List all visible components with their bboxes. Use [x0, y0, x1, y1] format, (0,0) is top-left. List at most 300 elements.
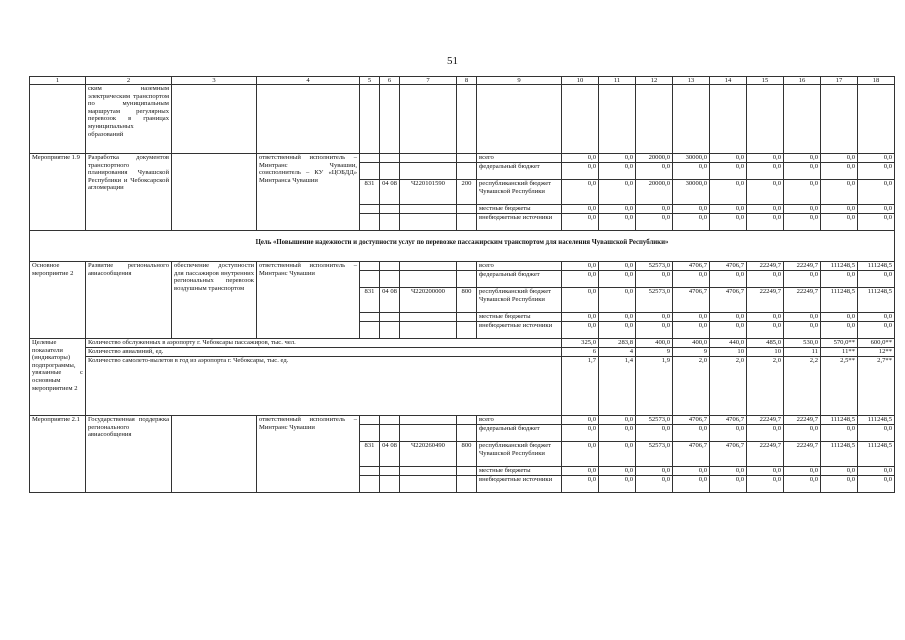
funding-source: республиканский бюджет Чувашской Республики — [477, 180, 562, 205]
value-cell: 0,0 — [599, 476, 636, 493]
empty-cell — [400, 154, 457, 163]
value-cell: 0,0 — [673, 313, 710, 322]
measure-purpose — [172, 154, 257, 231]
value-cell: 0,0 — [858, 180, 895, 205]
value-cell: 0,0 — [599, 416, 636, 425]
value-cell: 0,0 — [599, 288, 636, 313]
value-cell: 0,0 — [784, 467, 821, 476]
empty-cell — [380, 214, 400, 231]
empty-cell — [457, 313, 477, 322]
page-number: 51 — [447, 55, 458, 67]
empty-cell — [457, 271, 477, 288]
empty-cell — [673, 85, 710, 154]
empty-cell — [821, 85, 858, 154]
empty-cell — [360, 85, 380, 154]
indicator-value: 600,0** — [858, 339, 895, 348]
measure-label: Основное мероприятие 2 — [30, 262, 86, 339]
value-cell: 111248,5 — [821, 262, 858, 271]
value-cell: 0,0 — [784, 163, 821, 180]
empty-cell — [30, 85, 86, 154]
empty-cell — [477, 85, 562, 154]
empty-cell — [380, 313, 400, 322]
value-cell: 0,0 — [858, 467, 895, 476]
value-cell: 0,0 — [858, 214, 895, 231]
value-cell: 30000,0 — [673, 154, 710, 163]
empty-cell — [380, 85, 400, 154]
indicator-value: 2,5** — [821, 357, 858, 416]
value-cell: 0,0 — [821, 467, 858, 476]
empty-cell — [380, 425, 400, 442]
value-cell: 0,0 — [636, 271, 673, 288]
responsible-executor: ответственный исполнитель – Минтранс Чувашии — [257, 262, 360, 339]
table-body — [30, 77, 895, 493]
indicator-value: 1,4 — [599, 357, 636, 416]
value-cell: 0,0 — [562, 416, 599, 425]
value-cell: 30000,0 — [673, 180, 710, 205]
empty-cell — [784, 85, 821, 154]
value-cell: 0,0 — [636, 163, 673, 180]
value-cell: 0,0 — [673, 163, 710, 180]
value-cell: 0,0 — [821, 271, 858, 288]
value-cell: 0,0 — [858, 163, 895, 180]
indicator-row — [30, 348, 895, 357]
code-grbs: 831 — [360, 180, 380, 205]
value-cell: 0,0 — [562, 425, 599, 442]
value-cell: 0,0 — [562, 205, 599, 214]
value-cell: 0,0 — [673, 271, 710, 288]
value-cell: 52573,0 — [636, 288, 673, 313]
value-cell: 20000,0 — [636, 154, 673, 163]
empty-cell — [380, 416, 400, 425]
funding-source: местные бюджеты — [477, 205, 562, 214]
value-cell: 4706,7 — [673, 288, 710, 313]
empty-cell — [380, 154, 400, 163]
empty-cell — [380, 163, 400, 180]
value-cell: 0,0 — [710, 163, 747, 180]
empty-cell — [360, 163, 380, 180]
value-cell: 111248,5 — [821, 288, 858, 313]
value-cell: 0,0 — [784, 476, 821, 493]
empty-cell — [360, 476, 380, 493]
empty-cell — [747, 85, 784, 154]
code-section: 04 08 — [380, 288, 400, 313]
value-cell: 0,0 — [636, 467, 673, 476]
value-cell: 0,0 — [821, 163, 858, 180]
empty-cell — [457, 425, 477, 442]
value-cell: 0,0 — [599, 262, 636, 271]
value-cell: 22249,7 — [784, 288, 821, 313]
value-cell: 0,0 — [858, 425, 895, 442]
indicator-value: 530,0 — [784, 339, 821, 348]
value-cell: 0,0 — [599, 425, 636, 442]
funding-row — [30, 154, 895, 163]
value-cell: 0,0 — [784, 214, 821, 231]
measure-name: Государственная поддержка регионального авиасообщения — [86, 416, 172, 493]
empty-cell — [400, 467, 457, 476]
measure-label: Мероприятие 1.9 — [30, 154, 86, 231]
empty-cell — [172, 85, 257, 154]
indicator-value: 10 — [710, 348, 747, 357]
value-cell: 0,0 — [636, 214, 673, 231]
empty-cell — [457, 205, 477, 214]
value-cell: 111248,5 — [821, 416, 858, 425]
indicator-row — [30, 357, 895, 416]
value-cell: 0,0 — [821, 214, 858, 231]
value-cell: 0,0 — [562, 271, 599, 288]
value-cell: 0,0 — [710, 425, 747, 442]
value-cell: 0,0 — [710, 180, 747, 205]
funding-source: федеральный бюджет — [477, 163, 562, 180]
code-expense: 200 — [457, 180, 477, 205]
indicator-value: 9 — [673, 348, 710, 357]
value-cell: 0,0 — [858, 322, 895, 339]
value-cell: 0,0 — [673, 214, 710, 231]
value-cell: 4706,7 — [673, 416, 710, 425]
column-number: 6 — [380, 77, 400, 85]
indicator-value: 2,2 — [784, 357, 821, 416]
value-cell: 0,0 — [599, 313, 636, 322]
empty-cell — [400, 163, 457, 180]
value-cell: 0,0 — [821, 425, 858, 442]
value-cell: 0,0 — [747, 163, 784, 180]
indicator-value: 11** — [821, 348, 858, 357]
empty-cell — [360, 271, 380, 288]
value-cell: 0,0 — [784, 313, 821, 322]
column-number: 18 — [858, 77, 895, 85]
empty-cell — [457, 85, 477, 154]
column-number: 15 — [747, 77, 784, 85]
value-cell: 0,0 — [599, 154, 636, 163]
empty-cell — [457, 154, 477, 163]
empty-cell — [400, 85, 457, 154]
code-section: 04 08 — [380, 442, 400, 467]
value-cell: 0,0 — [710, 205, 747, 214]
empty-cell — [457, 163, 477, 180]
goal-heading: Цель «Повышение надежности и доступности услуг по перевозке пассажирским транспортом для населения Чувашской Республики» — [30, 231, 895, 262]
empty-cell — [360, 262, 380, 271]
value-cell: 0,0 — [562, 163, 599, 180]
value-cell: 0,0 — [747, 476, 784, 493]
column-number: 4 — [257, 77, 360, 85]
indicator-row — [30, 339, 895, 348]
indicator-value: 400,0 — [636, 339, 673, 348]
funding-source: внебюджетные источники — [477, 322, 562, 339]
value-cell: 0,0 — [562, 214, 599, 231]
value-cell: 0,0 — [821, 180, 858, 205]
value-cell: 0,0 — [858, 476, 895, 493]
value-cell: 0,0 — [636, 476, 673, 493]
empty-cell — [380, 262, 400, 271]
value-cell: 0,0 — [858, 205, 895, 214]
value-cell: 0,0 — [562, 322, 599, 339]
value-cell: 0,0 — [562, 313, 599, 322]
funding-row — [30, 416, 895, 425]
value-cell: 0,0 — [747, 271, 784, 288]
value-cell: 52573,0 — [636, 442, 673, 467]
value-cell: 0,0 — [599, 214, 636, 231]
value-cell: 52573,0 — [636, 262, 673, 271]
indicator-value: 1,7 — [562, 357, 599, 416]
value-cell: 0,0 — [821, 154, 858, 163]
empty-cell — [457, 214, 477, 231]
funding-source: всего — [477, 154, 562, 163]
column-number: 8 — [457, 77, 477, 85]
indicator-name: Количество обслуженных в аэропорту г. Чебоксары пассажиров, тыс. чел. — [86, 339, 562, 348]
indicator-value: 2,0 — [673, 357, 710, 416]
empty-cell — [360, 425, 380, 442]
column-number: 2 — [86, 77, 172, 85]
value-cell: 0,0 — [747, 467, 784, 476]
empty-cell — [360, 467, 380, 476]
empty-cell — [380, 271, 400, 288]
value-cell: 0,0 — [599, 467, 636, 476]
value-cell: 0,0 — [710, 154, 747, 163]
value-cell: 22249,7 — [784, 442, 821, 467]
value-cell: 0,0 — [710, 476, 747, 493]
continuation-text: ским наземным электрическим транспортом по муниципальным маршрутам регулярных перевозок в границах муниципальных образований — [86, 85, 172, 154]
value-cell: 0,0 — [784, 425, 821, 442]
empty-cell — [400, 313, 457, 322]
value-cell: 0,0 — [747, 214, 784, 231]
column-number: 7 — [400, 77, 457, 85]
column-number: 17 — [821, 77, 858, 85]
value-cell: 0,0 — [821, 313, 858, 322]
value-cell: 0,0 — [821, 476, 858, 493]
value-cell: 0,0 — [858, 154, 895, 163]
column-number: 11 — [599, 77, 636, 85]
value-cell: 0,0 — [562, 262, 599, 271]
value-cell: 4706,7 — [710, 288, 747, 313]
value-cell: 0,0 — [562, 180, 599, 205]
value-cell: 0,0 — [673, 476, 710, 493]
value-cell: 0,0 — [784, 271, 821, 288]
empty-cell — [360, 322, 380, 339]
column-number: 5 — [360, 77, 380, 85]
empty-cell — [380, 205, 400, 214]
measure-label: Мероприятие 2.1 — [30, 416, 86, 493]
empty-cell — [400, 322, 457, 339]
code-section: 04 08 — [380, 180, 400, 205]
indicator-value: 2,0 — [747, 357, 784, 416]
value-cell: 0,0 — [858, 271, 895, 288]
value-cell: 0,0 — [784, 322, 821, 339]
code-target: Ч220101590 — [400, 180, 457, 205]
empty-cell — [400, 205, 457, 214]
value-cell: 0,0 — [710, 322, 747, 339]
code-target: Ч220260490 — [400, 442, 457, 467]
measure-name: Разработка документов транспортного планирования Чувашской Республики и Чебоксарской агломерации — [86, 154, 172, 231]
value-cell: 0,0 — [821, 322, 858, 339]
indicator-value: 570,0** — [821, 339, 858, 348]
value-cell: 4706,7 — [673, 262, 710, 271]
empty-cell — [457, 467, 477, 476]
empty-cell — [400, 214, 457, 231]
empty-cell — [380, 467, 400, 476]
responsible-executor: ответственный исполнитель – Минтранс Чувашии, соисполнитель – КУ «ЦОБДД» Минтранса Чувашии — [257, 154, 360, 231]
value-cell: 0,0 — [747, 313, 784, 322]
value-cell: 0,0 — [636, 322, 673, 339]
value-cell: 0,0 — [599, 163, 636, 180]
funding-source: местные бюджеты — [477, 313, 562, 322]
value-cell: 22249,7 — [747, 288, 784, 313]
empty-cell — [360, 416, 380, 425]
empty-cell — [457, 476, 477, 493]
funding-source: внебюджетные источники — [477, 214, 562, 231]
indicator-value: 485,0 — [747, 339, 784, 348]
value-cell: 0,0 — [710, 214, 747, 231]
column-number: 1 — [30, 77, 86, 85]
funding-source: всего — [477, 262, 562, 271]
empty-cell — [380, 476, 400, 493]
value-cell: 0,0 — [636, 205, 673, 214]
empty-cell — [858, 85, 895, 154]
empty-cell — [360, 214, 380, 231]
value-cell: 22249,7 — [784, 262, 821, 271]
value-cell: 20000,0 — [636, 180, 673, 205]
program-table — [29, 76, 895, 493]
funding-source: федеральный бюджет — [477, 271, 562, 288]
value-cell: 0,0 — [599, 205, 636, 214]
value-cell: 0,0 — [784, 154, 821, 163]
value-cell: 22249,7 — [784, 416, 821, 425]
measure-purpose: обеспечение доступности для пассажиров внутренних региональных перевозок воздушным транспортом — [172, 262, 257, 339]
value-cell: 52573,0 — [636, 416, 673, 425]
measure-purpose — [172, 416, 257, 493]
indicator-value: 440,0 — [710, 339, 747, 348]
column-number: 3 — [172, 77, 257, 85]
value-cell: 111248,5 — [858, 416, 895, 425]
value-cell: 0,0 — [599, 271, 636, 288]
empty-cell — [457, 322, 477, 339]
code-expense: 800 — [457, 288, 477, 313]
value-cell: 0,0 — [562, 154, 599, 163]
column-number: 16 — [784, 77, 821, 85]
value-cell: 111248,5 — [858, 262, 895, 271]
funding-source: республиканский бюджет Чувашской Республики — [477, 288, 562, 313]
value-cell: 0,0 — [747, 154, 784, 163]
funding-row — [30, 262, 895, 271]
funding-source: всего — [477, 416, 562, 425]
indicator-value: 283,8 — [599, 339, 636, 348]
value-cell: 4706,7 — [710, 416, 747, 425]
value-cell: 22249,7 — [747, 416, 784, 425]
indicator-value: 2,0 — [710, 357, 747, 416]
column-number: 14 — [710, 77, 747, 85]
empty-cell — [257, 85, 360, 154]
indicator-value: 400,0 — [673, 339, 710, 348]
indicator-value: 2,7** — [858, 357, 895, 416]
indicator-value: 6 — [562, 348, 599, 357]
value-cell: 0,0 — [673, 467, 710, 476]
value-cell: 0,0 — [562, 476, 599, 493]
empty-cell — [360, 313, 380, 322]
code-grbs: 831 — [360, 288, 380, 313]
value-cell: 0,0 — [673, 322, 710, 339]
value-cell: 0,0 — [673, 205, 710, 214]
funding-source: местные бюджеты — [477, 467, 562, 476]
value-cell: 0,0 — [599, 442, 636, 467]
value-cell: 0,0 — [562, 288, 599, 313]
responsible-executor: ответственный исполнитель – Минтранс Чувашии — [257, 416, 360, 493]
empty-cell — [599, 85, 636, 154]
value-cell: 4706,7 — [710, 262, 747, 271]
code-grbs: 831 — [360, 442, 380, 467]
empty-cell — [400, 262, 457, 271]
value-cell: 0,0 — [747, 180, 784, 205]
empty-cell — [710, 85, 747, 154]
continuation-row — [30, 85, 895, 154]
empty-cell — [562, 85, 599, 154]
funding-source: республиканский бюджет Чувашской Республики — [477, 442, 562, 467]
indicator-value: 11 — [784, 348, 821, 357]
value-cell: 4706,7 — [710, 442, 747, 467]
empty-cell — [636, 85, 673, 154]
value-cell: 111248,5 — [858, 288, 895, 313]
value-cell: 22249,7 — [747, 442, 784, 467]
column-number: 13 — [673, 77, 710, 85]
indicator-value: 10 — [747, 348, 784, 357]
value-cell: 0,0 — [636, 425, 673, 442]
value-cell: 0,0 — [747, 425, 784, 442]
value-cell: 111248,5 — [858, 442, 895, 467]
value-cell: 0,0 — [599, 180, 636, 205]
value-cell: 0,0 — [710, 271, 747, 288]
value-cell: 0,0 — [636, 313, 673, 322]
empty-cell — [360, 154, 380, 163]
indicator-label: Целевые показатели (индикаторы) подпрограммы, увязанные с основным мероприятием 2 — [30, 339, 86, 416]
value-cell: 0,0 — [784, 205, 821, 214]
value-cell: 0,0 — [599, 322, 636, 339]
value-cell: 0,0 — [562, 442, 599, 467]
value-cell: 0,0 — [562, 467, 599, 476]
value-cell: 0,0 — [710, 313, 747, 322]
indicator-name: Количество самолето-вылетов в год из аэропорта г. Чебоксары, тыс. ед. — [86, 357, 562, 416]
indicator-value: 325,0 — [562, 339, 599, 348]
value-cell: 0,0 — [747, 322, 784, 339]
empty-cell — [400, 476, 457, 493]
funding-source: федеральный бюджет — [477, 425, 562, 442]
empty-cell — [457, 416, 477, 425]
code-target: Ч220200000 — [400, 288, 457, 313]
value-cell: 0,0 — [784, 180, 821, 205]
column-number: 9 — [477, 77, 562, 85]
indicator-value: 4 — [599, 348, 636, 357]
code-expense: 800 — [457, 442, 477, 467]
value-cell: 0,0 — [747, 205, 784, 214]
empty-cell — [457, 262, 477, 271]
empty-cell — [400, 271, 457, 288]
funding-source: внебюджетные источники — [477, 476, 562, 493]
measure-name: Развитие регионального авиасообщения — [86, 262, 172, 339]
value-cell: 0,0 — [673, 425, 710, 442]
empty-cell — [400, 425, 457, 442]
indicator-value: 12** — [858, 348, 895, 357]
value-cell: 0,0 — [710, 467, 747, 476]
goal-row — [30, 231, 895, 262]
value-cell: 111248,5 — [821, 442, 858, 467]
empty-cell — [400, 416, 457, 425]
value-cell: 4706,7 — [673, 442, 710, 467]
column-number-row — [30, 77, 895, 85]
column-number: 12 — [636, 77, 673, 85]
column-number: 10 — [562, 77, 599, 85]
value-cell: 0,0 — [821, 205, 858, 214]
empty-cell — [360, 205, 380, 214]
indicator-value: 9 — [636, 348, 673, 357]
value-cell: 22249,7 — [747, 262, 784, 271]
indicator-value: 1,9 — [636, 357, 673, 416]
indicator-name: Количество авиалиний, ед. — [86, 348, 562, 357]
